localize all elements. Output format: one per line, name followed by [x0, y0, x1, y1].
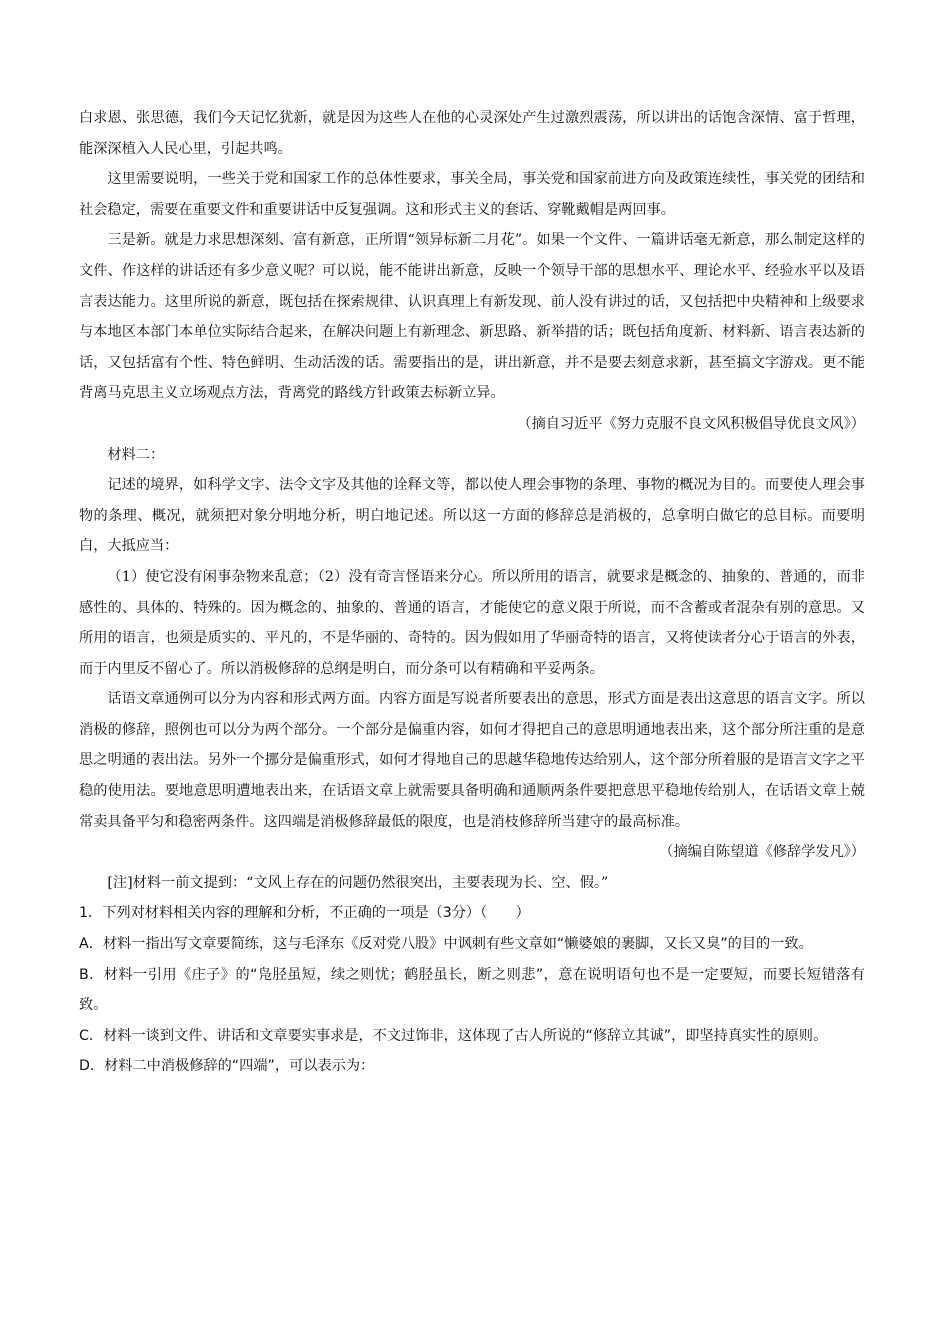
question1-stem: 1．下列对材料相关内容的理解和分析，不正确的一项是（3分）（ ）: [79, 905, 530, 922]
question1-option-a: A．材料一指出写文章要简练，这与毛泽东《反对党八股》中讽刺有些文章如“懒婆娘的裹脚，又长又臭”的目的一致。: [79, 936, 813, 953]
question1-option-b: B．材料一引用《庄子》的“凫胫虽短，续之则忧；鹤胫虽长，断之则悲”，意在说明语句也不是一定要短，而要长短错落有致。: [79, 966, 865, 1014]
material1-paragraph-third: 三是新。就是力求思想深刻、富有新意，正所谓“领异标新二月花”。如果一个文件、一篇讲话毫无新意，那么制定这样的文件、作这样的讲话还有多少意义呢？可以说，能不能讲出新意，反映一个领导干部的思想水平、理论水平、经验水平以及语言表达能力。这里所说的新意，既包括在探索规律、认识真理上有新发现、前人没有讲过的话，又包括把中央精神和上级要求与本地区本部门本单位实际结合起来，在解决问题上有新理念、新思路、新举措的话；既包括角度新、材料新、语言表达新的话，又包括富有个性、特色鲜明、生动活泼的话。需要指出的是，讲出新意，并不是要去刻意求新，甚至搞文字游戏。更不能背离马克思主义立场观点方法，背离党的路线方针政策去标新立异。: [79, 232, 865, 402]
material2-paragraph-3: 话语文章通例可以分为内容和形式两方面。内容方面是写说者所要表出的意思，形式方面是表出这意思的语言文字。所以消极的修辞，照例也可以分为两个部分。一个部分是偏重内容，如何才得把自己的意思明通地表出来，这个部分所注重的是意思之明通的表出法。另外一个挪分是偏重形式，如何才得地自己的思越华稳地传达给别人，这个部分所着服的是语言文字之平稳的使用法。要地意思明遭地表出来，在话语文章上就需要具备明确和通顺两条件要把意思平稳地传给别人，在话语文章上兢常卖具备平匀和稳密两条件。这四端是消极修辞最低的限度，也是消枝修辞所当建守的最高标准。: [79, 691, 865, 830]
material2-heading: 材料二：: [107, 446, 165, 463]
document-page: [79, 103, 865, 1082]
material2-paragraph-2: （1）使它没有闲事杂物来乱意；（2）没有奇言怪语来分心。所以所用的语言，就要求是概念的、抽象的、普通的，而非感性的、具体的、特殊的。因为概念的、抽象的、普通的语言，才能使它的意义限于所说，而不含蓄或者混杂有别的意思。又所用的语言，也须是质实的、平凡的，不是华丽的、奇特的。因为假如用了华丽奇特的语言，又将使读者分心于语言的外表，而于内里反不留心了。所以消极修辞的总纲是明白，而分条可以有精确和平妥两条。: [79, 568, 865, 677]
material1-paragraph-continued: 白求恩、张思德，我们今天记忆犹新，就是因为这些人在他的心灵深处产生过激烈震荡，所以讲出的话饱含深情、富于哲理，能深深植入人民心里，引起共鸣。: [79, 110, 865, 157]
material1-source: （摘自习近平《努力克服不良文风积极倡导优良文风》）: [517, 415, 865, 432]
material1-paragraph-note: 这里需要说明，一些关于党和国家工作的总体性要求，事关全局，事关党和国家前进方向及政策连续性，事关党的团结和社会稳定，需要在重要文件和重要讲话中反复强调。这和形式主义的套话、穿靴戴帽是两回事。: [79, 171, 865, 218]
material2-paragraph-1: 记述的境界，如科学文字、法令文字及其他的诠释文等，都以使人理会事物的条理、事物的概况为目的。而要使人理会事物的条理、概况，就须把对象分明地分析，明白地记述。所以这一方面的修辞总是消极的，总拿明白做它的总目标。而要明白，大抵应当：: [79, 477, 865, 555]
question1-option-d: D．材料二中消极修辞的“四端”，可以表示为：: [79, 1058, 375, 1075]
material2-source: （摘编自陈望道《修辞学发凡》）: [659, 844, 865, 861]
question1-option-c: C．材料一谈到文件、讲话和文章要实事求是，不文过饰非，这体现了古人所说的“修辞立其诚”，即坚持真实性的原则。: [79, 1027, 828, 1044]
annotation-note: [注]材料一前文提到：“文风上存在的问题仍然很突出，主要表现为长、空、假。”: [107, 874, 609, 891]
